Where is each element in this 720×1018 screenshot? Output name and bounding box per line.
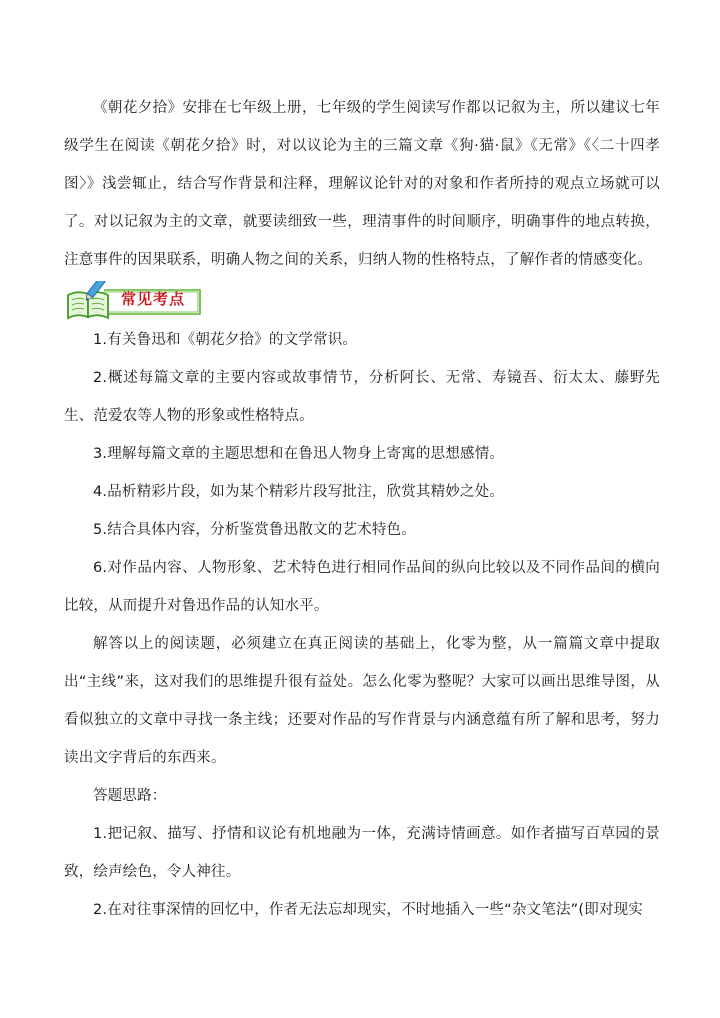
point-1: 1.有关鲁迅和《朝花夕拾》的文学常识。 [93, 332, 358, 348]
section-heading [64, 281, 660, 321]
approach-1: 1.把记叙、描写、抒情和议论有机地融为一体，充满诗情画意。如作者描写百草园的景致，绘声绘色，令人神往。 [64, 826, 660, 880]
point-5: 5.结合具体内容，分析鉴赏鲁迅散文的艺术特色。 [93, 522, 416, 538]
point-4: 4.品析精彩片段，如为某个精彩片段写批注，欣赏其精妙之处。 [93, 484, 505, 500]
point-6: 6.对作品内容、人物形象、艺术特色进行相同作品间的纵向比较以及不同作品间的横向比较，从而提升对鲁迅作品的认知水平。 [64, 560, 660, 614]
advice-paragraph: 解答以上的阅读题，必须建立在真正阅读的基础上，化零为整，从一篇篇文章中提取出“主线”来，这对我们的思维提升很有益处。怎么化零为整呢？大家可以画出思维导图，从看似独立的文章中寻找一条主线；还要对作品的写作背景与内涵意蕴有所了解和思考，努力读出文字背后的东西来。 [64, 636, 660, 766]
document-body [64, 89, 660, 929]
point-3: 3.理解每篇文章的主题思想和在鲁迅人物身上寄寓的思想感情。 [93, 446, 505, 462]
section-heading-label: 常见考点 [121, 290, 186, 308]
approach-title: 答题思路： [93, 788, 167, 804]
point-2: 2.概述每篇文章的主要内容或故事情节，分析阿长、无常、寿镜吾、衍太太、藤野先生、范爱农等人物的形象或性格特点。 [64, 370, 660, 424]
intro-paragraph: 《朝花夕拾》安排在七年级上册，七年级的学生阅读写作都以记叙为主，所以建议七年级学生在阅读《朝花夕拾》时，对以议论为主的三篇文章《狗·猫·鼠》《无常》《〈二十四孝图〉》浅尝辄止，结合写作背景和注释，理解议论针对的对象和作者所持的观点立场就可以了。对以记叙为主的文章，就要读细致一些，理清事件的时间顺序，明确事件的地点转换，注意事件的因果联系，明确人物之间的关系，归纳人物的性格特点，了解作者的情感变化。 [64, 100, 660, 268]
approach-2: 2.在对往事深情的回忆中，作者无法忘却现实，不时地插入一些“杂文笔法”(即对现实 [93, 902, 644, 918]
